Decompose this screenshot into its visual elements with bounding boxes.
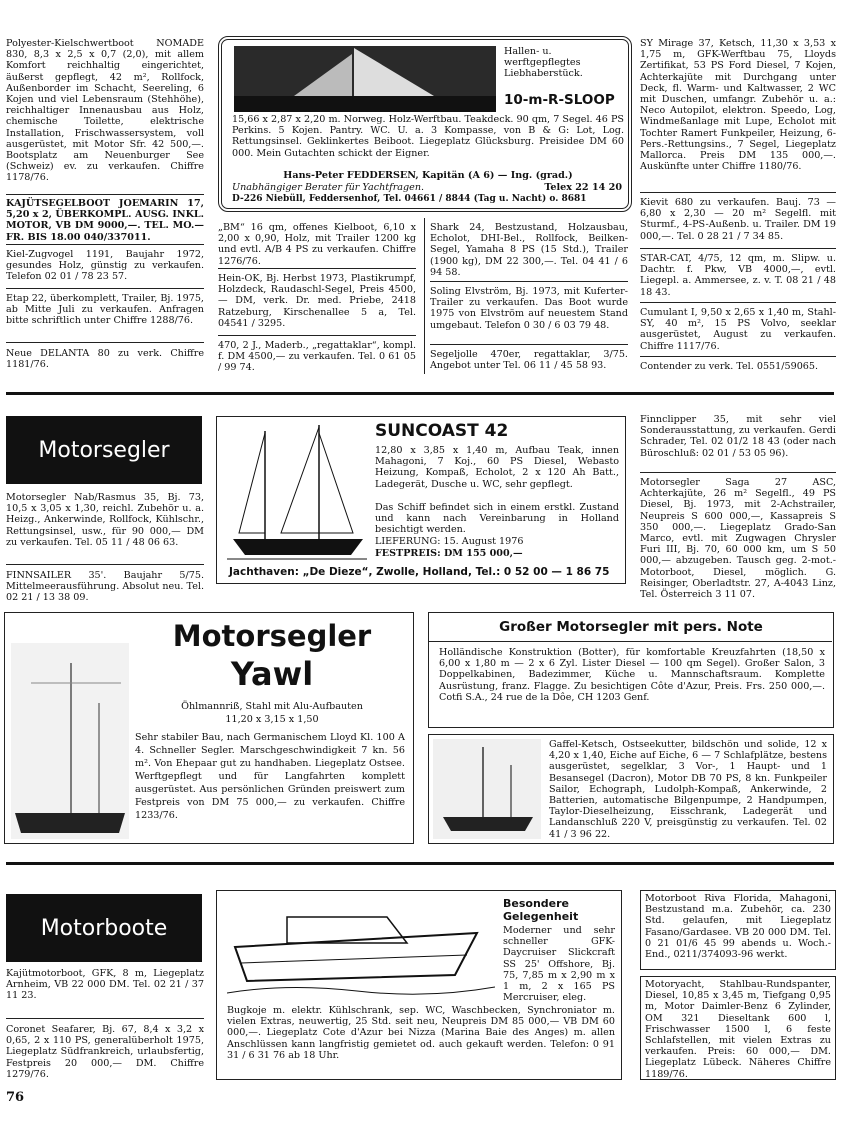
suncoast-footer: Jachthaven: „De Dieze“, Zwolle, Holland, Tel.: 0 52 00 — 1 86 75 [229, 566, 610, 578]
sloop-ad [218, 36, 632, 212]
divider [640, 356, 836, 357]
suncoast-title: SUNCOAST 42 [375, 421, 509, 441]
motorboat-drawing-icon [227, 897, 495, 1001]
grosser-ad [428, 612, 834, 728]
ad-cumulant: Cumulant I, 9,50 x 2,65 x 1,40 m, Stahl-SY, 40 m², 15 PS Volvo, seeklar ausgerüstet, August zu verkaufen. Chiffre 1117/76. [640, 307, 836, 352]
ketch-photo-icon [433, 739, 541, 839]
daycruiser-drawing [227, 897, 495, 1001]
ad-segeljolle: Segeljolle 470er, regattaklar, 3/75. Angebot unter Tel. 06 11 / 45 58 93. [430, 349, 628, 372]
sailboat-photo-icon [234, 46, 496, 112]
ad-joemarin: KAJÜTSEGELBOOT JOEMARIN 17, 5,20 x 2, ÜBERKOMPL. AUSG. INKL. MOTOR, VB DM 9000,—. TEL. MO.—FR. BIS 18.00 040/337011. [6, 198, 204, 243]
ad-saga-27: Motorsegler Saga 27 ASC, Achterkajüte, 26 m² Segelfl., 49 PS Diesel, Bj. 1973, mit 2-Achstrailer, Neupreis S 600 000,—, Kassapreis S 350 000,—. Liegeplatz Grado-San Marco, evtl. mit Zugwagen Chrysler Furi III, Bj. 70, 60 000 km, um S 50 000,— abzugeben. Tausch geg. 2-mot.-Motorboot, Diesel, möglich. G. Reisinger, Oberladtstr. 27, A-4043 Linz, Tel. Österreich 3 11 07. [640, 477, 836, 601]
gelegenheit-ad [216, 890, 622, 1080]
ad-bm: „BM“ 16 qm, offenes Kielboot, 6,10 x 2,00 x 0,90, Holz, mit Trailer 1200 kg und evtl. A/B 4 PS zu verkaufen. Chiffre 1276/76. [218, 222, 416, 267]
ad-motoryacht: Motoryacht, Stahlbau-Rundspanter, Diesel, 10,85 x 3,45 m, Tiefgang 0,95 m, Motor Daimler-Benz 6 Zylinder, OM 321 Dieseltank 600 l, Frischwasser 1500 l, 6 feste Schlafstellen, mit vielen Extras zu verkaufen. Preis: 60 000,— DM. Liegeplatz Lübeck. Näheres Chiffre 1189/76. [645, 979, 831, 1080]
section-header-motorboote: Motorboote [6, 894, 202, 962]
suncoast-drawing [223, 421, 371, 567]
ad-hein-ok: Hein-OK, Bj. Herbst 1973, Plastikrumpf, Holzdeck, Raudaschl-Segel, Preis 4500,— DM, verk. Dr. med. Priebe, 2418 Ratzeburg, Kirschenallee 5 a, Tel. 04541 / 3295. [218, 273, 416, 329]
ad-riva-florida: Motorboot Riva Florida, Mahagoni, Bestzustand m.a. Zubehör, ca. 230 Std. gelaufen, mit Liegeplatz Fasano/Gardasee. VB 20 000 DM. Tel. 0 21 01/6 45 99 abends u. Woch.-End., 0211/374093-96 werkt. [645, 893, 831, 961]
section-rule [6, 862, 834, 865]
divider [6, 288, 204, 289]
sloop-role: Unabhängiger Berater für Yachtfragen. [232, 182, 425, 193]
suncoast-body1: 12,80 x 3,85 x 1,40 m, Aufbau Teak, innen Mahagoni, 7 Koj., 60 PS Diesel, Webasto Heizung, Kompaß, Echolot, 2 x 120 Ah Batt., Ladegerät, Dusche u. WC, sehr gepflegt. [375, 445, 619, 490]
ad-soling: Soling Elvström, Bj. 1973, mit Kuferter-Trailer zu verkaufen. Das Boot wurde 1975 von Elvström auf neuestem Stand umgebaut. Telefon 0 30 / 6 03 79 48. [430, 286, 628, 331]
ad-contender: Contender zu verk. Tel. 0551/59065. [640, 361, 819, 372]
divider [218, 268, 416, 269]
suncoast-delivery: LIEFERUNG: 15. August 1976 [375, 536, 524, 547]
ad-star-cat: STAR-CAT, 4/75, 12 qm, m. Slipw. u. Dachtr. f. Pkw, VB 4000,—, evtl. Liegepl. a. Ammersee, z. v. T. 08 21 / 48 18 43. [640, 253, 836, 298]
divider [429, 641, 832, 642]
ad-coronet: Coronet Seafarer, Bj. 67, 8,4 x 3,2 x 0,65, 2 x 110 PS, generalüberholt 1975, Liegeplatz Südfrankreich, urlaubsfertig, Festpreis 20 000,— DM. Chiffre 1279/76. [6, 1024, 204, 1080]
suncoast-ad [216, 416, 626, 584]
ad-mirage: SY Mirage 37, Ketsch, 11,30 x 3,53 x 1,75 m, GFK-Werftbau 75, Lloyds Zertifikat, 53 PS Ford Diesel, 7 Kojen, Achterkajüte mit Durchgang unter Deck, fl. Warm- und Kaltwasser, 2 WC mit Duschen, umfangr. Zubehör u. a.: Neco Autopilot, elektron. Speedo, Log, Windmeßanlage mit Lupe, Echolot mit Tochter Ramert Funkpeiler, Heizung, 6-Pers.-Rettungsins., 7 Segel, Liegeplatz Mallorca. Preis DM 135 000,—. Auskünfte unter Chiffre 1180/76. [640, 38, 836, 173]
ad-nab-rasmus: Motorsegler Nab/Rasmus 35, Bj. 73, 10,5 x 3,05 x 1,30, reichl. Zubehör u. a. Heizg., Ankerwinde, Rollfock, Kühlschr., Rettungsinsel, usw., für 90 000,— DM zu verkaufen. Tel. 05 11 / 48 06 63. [6, 492, 204, 548]
ad-finnsailer: FINNSAILER 35'. Baujahr 5/75. Mittelmeerausführung. Absolut neu. Tel. 02 21 / 13 38 09. [6, 570, 204, 604]
gelegenheit-body2: Bugkoje m. elektr. Kühlschrank, sep. WC, Waschbecken, Synchroniator m. vielen Extras, neuwertig, 25 Std. seit neu, Neupreis DM 85 000,— VB DM 60 000,—. Liegeplatz Cote d'Azur bei Nizza (Marina Baie des Anges) m. allen Anschlüssen kann langfristig gemietet od. auch gekauft werden. Telefon: 0 91 31 / 6 31 76 ab 18 Uhr. [227, 1005, 615, 1061]
yawl-photo [11, 643, 129, 839]
ad-shark: Shark 24, Bestzustand, Holzausbau, Echolot, DHI-Bel., Rollfock, Beilken-Segel, Yamaha 8 PS (15 Std.), Trailer (1900 kg), DM 22 300,—. Tel. 04 41 / 6 94 58. [430, 222, 628, 278]
sloop-name: Hans-Peter FEDDERSEN, Kapitän (A 6) — Ing. (grad.) [283, 170, 573, 181]
ad-kajuetmotorboot: Kajütmotorboot, GFK, 8 m, Liegeplatz Arnheim, VB 22 000 DM. Tel. 02 21 / 37 11 23. [6, 968, 204, 1002]
yawl-ad [4, 612, 414, 844]
divider [6, 194, 204, 195]
motoryacht-ad [640, 976, 836, 1080]
sloop-intro: Hallen- u. werftgepflegtes Liebhaberstück. [504, 46, 583, 80]
section-rule [6, 392, 834, 395]
divider [6, 564, 204, 565]
sloop-title: 10-m-R-SLOOP [504, 92, 615, 108]
yawl-body: Sehr stabiler Bau, nach Germanischem Lloyd Kl. 100 A 4. Schneller Segler. Marschgeschwindigkeit 7 kn. 56 m². Von Ehepaar gut zu handhaben. Liegeplatz Ostsee. Werftgepflegt und für Langfahrten komplett ausgerüstet. Aus persönlichen Gründen preiswert zum Festpreis von DM 75 000,— zu verkaufen. Chiffre 1233/76. [135, 732, 405, 821]
section-header-motorsegler: Motorsegler [6, 416, 202, 484]
suncoast-price: FESTPREIS: DM 155 000,— [375, 548, 523, 559]
sailboat-drawing-icon [223, 421, 371, 567]
sloop-photo [234, 46, 496, 112]
ad-nomade: Polyester-Kielschwertboot NOMADE 830, 8,3 x 2,5 x 0,7 (2,0), mit allem Komfort reichhaltig eingerichtet, äußerst gepflegt, 42 m², Rollfock, Außenborder im Schacht, Seereling, 6 Kojen und viel Lebensraum (Stehhöhe), reichhaltiger Innenausbau aus Holz, chemische Toilette, elektrische Installation, Frischwassersystem, voll ausgerüstet, mit Motor Sfr. 42 500,—. Bootsplatz am Neuenburger See (Schweiz) ev. zu verkaufen. Chiffre 1178/76. [6, 38, 204, 184]
ad-delanta: Neue DELANTA 80 zu verk. Chiffre 1181/76. [6, 348, 204, 371]
ad-kievit: Kievit 680 zu verkaufen. Bauj. 73 — 6,80 x 2,30 — 20 m² Segelfl. mit Sturmf., 4-PS-Außenb. u. Trailer. DM 19 000,—. Tel. 0 28 21 / 7 34 85. [640, 197, 836, 242]
divider [6, 342, 204, 343]
divider [430, 344, 628, 345]
suncoast-body2: Das Schiff befindet sich in einem erstkl. Zustand und kann nach Vereinbarung in Holland besichtigt werden. [375, 502, 619, 536]
gaffel-photo [433, 739, 541, 839]
gaffel-body: Gaffel-Ketsch, Ostseekutter, bildschön und solide, 12 x 4,20 x 1,40, Eiche auf Eiche, 6 — 7 Schlafplätze, bestens ausgerüstet, segelklar, 3 Vor-, 1 Haupt- und 1 Besansegel (Dacron), Motor DB 70 PS, 8 kn. Funkpeiler Sailor, Echograph, Ludolph-Kompaß, Ankerwinde, 2 Batterien, automatische Bilgenpumpe, 2 Handpumpen, Taylor-Dieselheizung, Eisschrank, Ladegerät und Landanschluß 220 V, preisgünstig zu verkaufen. Tel. 02 41 / 3 96 22. [549, 739, 827, 840]
yawl-title-line2: Yawl [230, 655, 314, 693]
sloop-telex: Telex 22 14 20 [544, 182, 622, 193]
ad-kiel-zugvogel: Kiel-Zugvogel 1191, Baujahr 1972, gesundes Holz, günstig zu verkaufen. Telefon 02 01 / 78 23 57. [6, 249, 204, 283]
yawl-title-line1: Motorsegler [172, 619, 372, 653]
divider [640, 302, 836, 303]
page-number: 76 [6, 1090, 25, 1105]
riva-ad [640, 890, 836, 970]
yawl-photo-icon [11, 643, 129, 839]
divider [218, 335, 416, 336]
ad-470: 470, 2 J., Maderb., „regattaklar“, kompl. f. DM 4500,— zu verkaufen. Tel. 0 61 05 / 99 74. [218, 340, 416, 374]
divider [6, 1018, 204, 1019]
gaffel-ad [428, 734, 834, 844]
yawl-dims: 11,20 x 3,15 x 1,50 [225, 714, 319, 725]
sloop-body: 15,66 x 2,87 x 2,20 m. Norweg. Holz-Werftbau. Teakdeck. 90 qm, 7 Segel. 46 PS Perkins. 5 Kojen. Pantry. WC. U. a. 3 Kompasse, von B & G: Lot, Log. Rettungsinsel. Geklinkertes Beiboot. Liegeplatz Glücksburg. Preisidee DM 60 000. Mein Gutachten schickt der Eigner. [232, 114, 624, 159]
gelegenheit-title: Besondere Gelegenheit [503, 897, 579, 923]
ad-etap: Etap 22, überkomplett, Trailer, Bj. 1975, ab Mitte Juli zu verkaufen. Anfragen bitte schriftlich unter Chiffre 1288/76. [6, 293, 204, 327]
grosser-body: Holländische Konstruktion (Botter), für komfortable Kreuzfahrten (18,50 x 6,00 x 1,80 m — 2 x 6 Zyl. Lister Diesel — 100 qm Segel). Großer Salon, 3 Doppelkabinen, Badezimmer, Küche u. Mannschaftsraum. Komplette Ausrüstung, franz. Flagge. Zu besichtigen Côte d'Azur, Preis. Frs. 250 000,—. Cotfi S.A., 24 rue de la Dôe, CH 1203 Genf. [439, 647, 825, 703]
sloop-address: D-226 Niebüll, Feddersenhof, Tel. 04661 / 8844 (Tag u. Nacht) o. 8681 [232, 194, 587, 204]
divider [430, 281, 628, 282]
divider [640, 192, 836, 193]
divider [640, 248, 836, 249]
divider [6, 244, 204, 245]
ad-finnclipper: Finnclipper 35, mit sehr viel Sonderausstattung, zu verkaufen. Gerdi Schrader, Tel. 02 01/2 18 43 (oder nach Büroschluß: 02 01 / 53 05 96). [640, 414, 836, 459]
gelegenheit-body1: Moderner und sehr schneller GFK-Daycruiser Slickcraft SS 25' Offshore, Bj. 75, 7,85 m x 2,90 m x 1 m, 2 x 165 PS Mercruiser, eleg. [503, 925, 615, 1004]
yawl-subtitle: Öhlmannriß, Stahl mit Alu-Aufbauten [181, 701, 363, 712]
column-divider [424, 218, 425, 374]
divider [640, 472, 836, 473]
grosser-title: Großer Motorsegler mit pers. Note [499, 619, 763, 635]
